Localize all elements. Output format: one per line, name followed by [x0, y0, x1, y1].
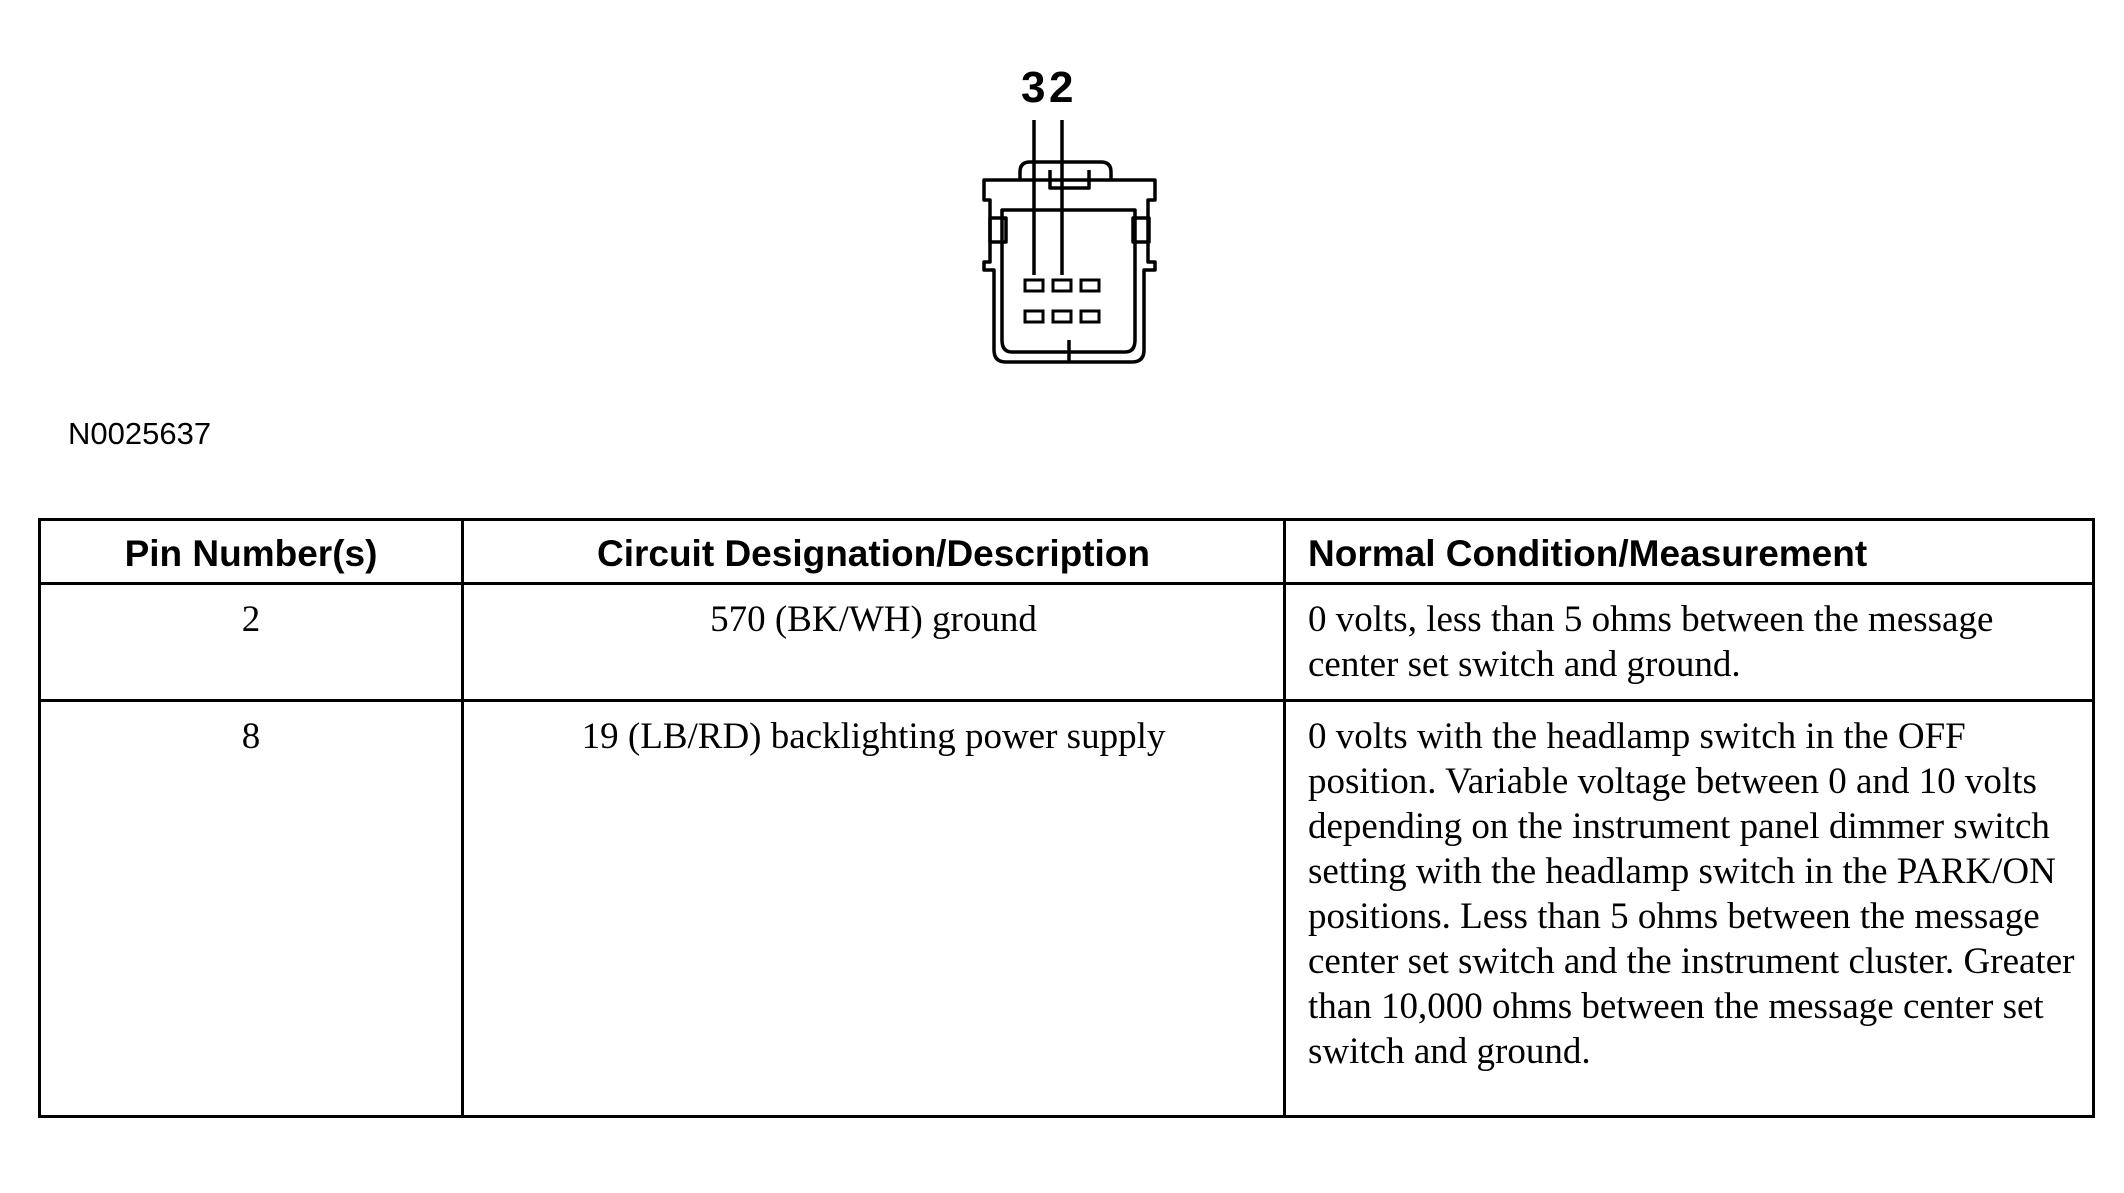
cell-circuit: 570 (BK/WH) ground	[463, 584, 1285, 701]
pin-cavity-1	[1081, 280, 1099, 291]
table-row	[40, 584, 2094, 701]
header-circuit: Circuit Designation/Description	[463, 520, 1285, 584]
pin-cavity-6	[1025, 311, 1043, 322]
cell-condition: 0 volts, less than 5 ohms between the message center set switch and ground.	[1285, 584, 2094, 701]
pin-label-3: 3	[1021, 63, 1046, 112]
table-header-row	[40, 520, 2094, 584]
cell-pin: 2	[40, 584, 463, 701]
pin-table	[38, 518, 2095, 1118]
cell-pin: 8	[40, 701, 463, 1117]
pin-cavity-2	[1053, 280, 1071, 291]
pin-label-2: 2	[1049, 63, 1074, 112]
figure-id: N0025637	[68, 416, 212, 451]
cell-condition: 0 volts with the headlamp switch in the OFF position. Variable voltage between 0 and 10 volts depending on the instrument panel dimmer switch setting with the headlamp switch in the PARK/ON positions. Less than 5 ohms between the message center set switch and the instrument cluster. Greater than 10,000 ohms between the message center set switch and ground.	[1285, 701, 2094, 1117]
pin-cavity-5	[1053, 311, 1071, 322]
header-pin-number: Pin Number(s)	[40, 520, 463, 584]
cell-circuit: 19 (LB/RD) backlighting power supply	[463, 701, 1285, 1117]
connector-diagram	[960, 60, 1180, 380]
table-row	[40, 701, 2094, 1117]
header-condition: Normal Condition/Measurement	[1285, 520, 2094, 584]
pin-cavity-4	[1081, 311, 1099, 322]
connector-body	[984, 180, 1155, 362]
pin-cavity-3	[1025, 280, 1043, 291]
